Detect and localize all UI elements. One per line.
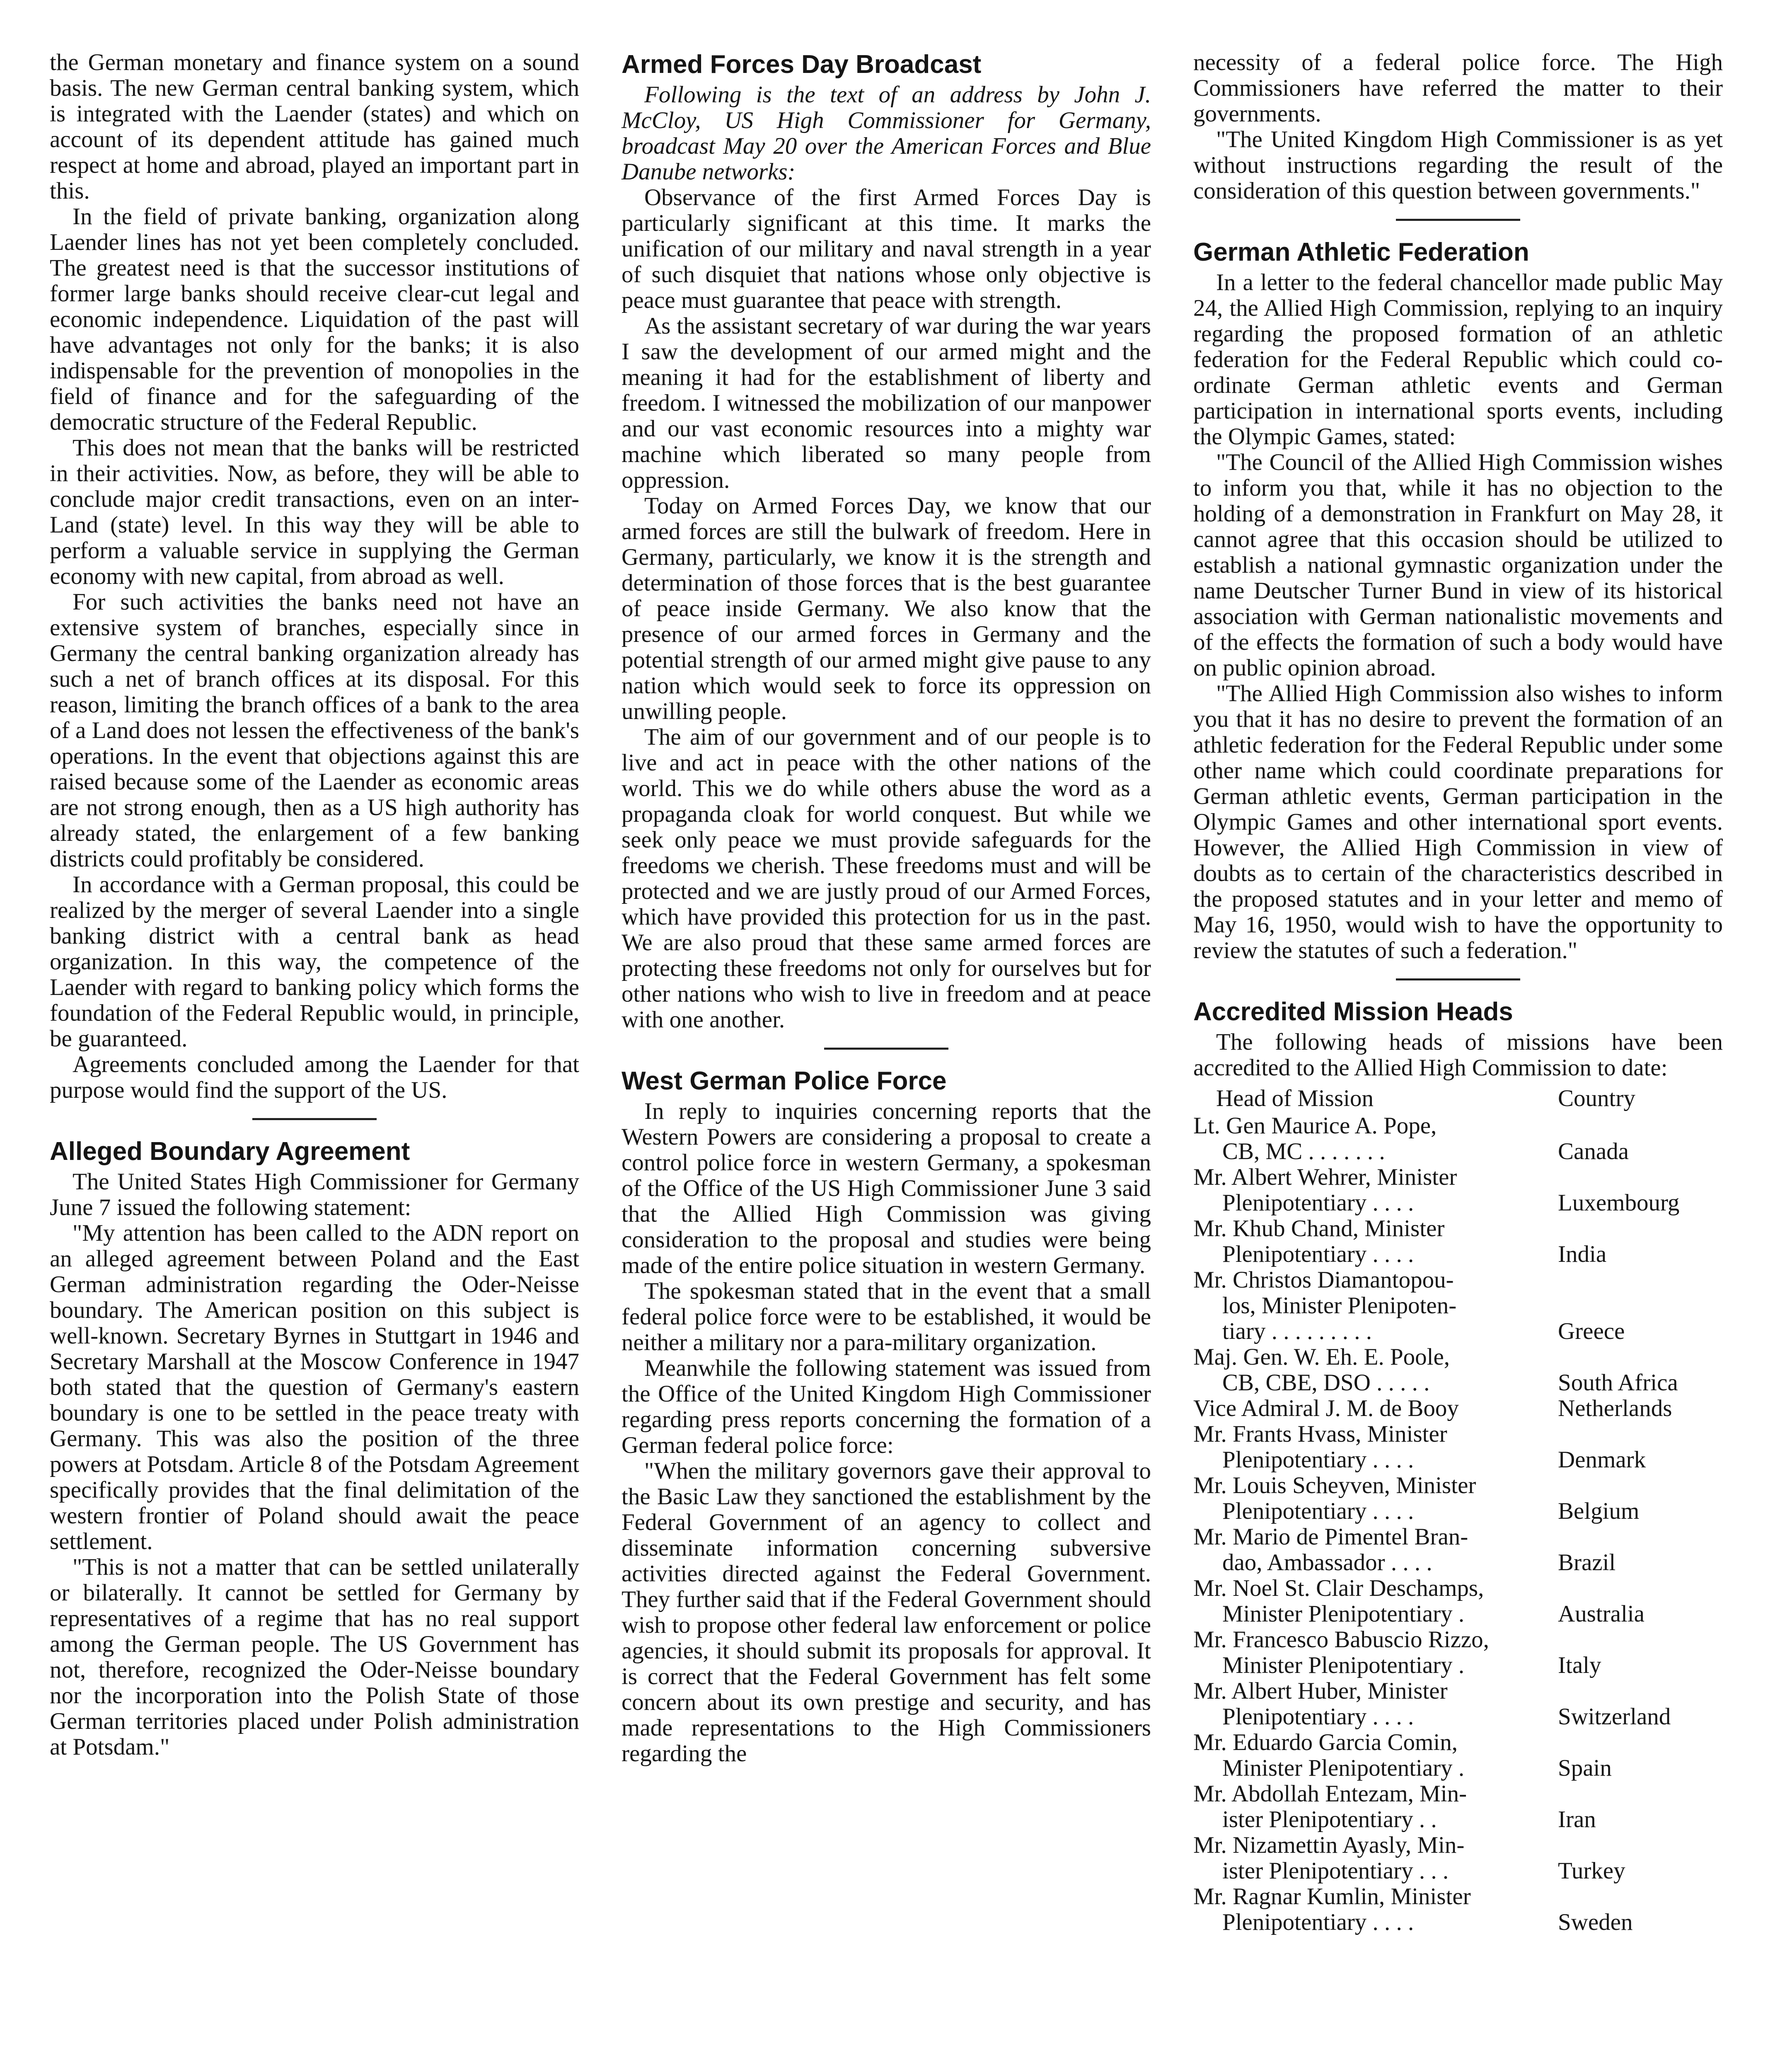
mission-country: Switzerland <box>1558 1704 1671 1730</box>
paragraph: In a letter to the federal chancellor made public May 24, the Allied High Commission, replying to an inquiry regarding the proposed formation of an athletic federation for the Federal Republic which could co-ordinate German athletic events and German participation in international sports events, including the Olympic Games, stated: <box>1193 269 1723 450</box>
mission-head-name <box>1193 1730 1554 1781</box>
table-row <box>1193 1832 1723 1884</box>
paragraph: The spokesman stated that in the event that a small federal police force were to be established, it would be neither a military nor a para-military organization. <box>622 1278 1151 1356</box>
paragraph: "The Council of the Allied High Commission wishes to inform you that, while it has no objection to the holding of a demonstration in Frankfurt on May 28, it cannot agree that this occasion should be utilized to establish a national gymnastic organization under the name Deutscher Turner Bund in view of its historical association with German nationalistic movements and of the effects the formation of such a body would have on public opinion abroad. <box>1193 449 1723 681</box>
table-row <box>1193 1267 1723 1344</box>
mission-country: Brazil <box>1558 1549 1616 1576</box>
paragraph: The following heads of missions have been accredited to the Allied High Commission to date: <box>1193 1029 1723 1081</box>
mission-country: Turkey <box>1558 1858 1625 1884</box>
mission-country: Belgium <box>1558 1498 1640 1524</box>
column-middle <box>622 50 1151 1767</box>
column-left <box>50 50 579 1760</box>
heading-armed-forces-day: Armed Forces Day Broadcast <box>622 50 982 79</box>
table-row <box>1193 1473 1723 1524</box>
mission-head-name <box>1193 1884 1554 1935</box>
mission-head-name <box>1193 1113 1554 1164</box>
paragraph: necessity of a federal police force. The High Commissioners have referred the matter to their governments. <box>1193 49 1723 127</box>
mission-head-line: Minister Plenipotentiary . <box>1222 1755 1465 1781</box>
section-divider <box>824 1048 948 1050</box>
mission-country: Denmark <box>1558 1447 1646 1473</box>
paragraph: Today on Armed Forces Day, we know that our armed forces are still the bulwark of freedom. Here in Germany, particularly, we know it is the strength and determination of those forces that is the best guarantee of peace inside Germany. We also know that the presence of our armed forces in Germany and the potential strength of our armed might give pause to any nation which would seek to force its oppression on unwilling people. <box>622 493 1151 724</box>
mission-head-line: dao, Ambassador . . . . <box>1222 1549 1432 1576</box>
paragraph: "The United Kingdom High Commissioner is as yet without instructions regarding the result of the consideration of this question between governments." <box>1193 126 1723 204</box>
heading-athletic-federation: German Athletic Federation <box>1193 238 1529 266</box>
mission-country: Italy <box>1558 1652 1601 1678</box>
mission-head-line: tiary . . . . . . . . . <box>1222 1318 1372 1344</box>
paragraph: Meanwhile the following statement was issued from the Office of the United Kingdom High Commissioner regarding press reports concerning the formation of a German federal police force: <box>622 1355 1151 1458</box>
mission-head-line: Mr. Eduardo Garcia Comin, <box>1193 1729 1458 1755</box>
mission-head-line: los, Minister Plenipoten- <box>1222 1293 1457 1319</box>
paragraph: the German monetary and finance system on a sound basis. The new German central banking system, which is integrated with the Laender (states) and which on account of its dependent attitude has gained much respect at home and abroad, played an important part in this. <box>50 49 579 204</box>
paragraph: "This is not a matter that can be settled unilaterally or bilaterally. It cannot be settled for Germany by representatives of a regime that has no real support among the German people. The US Government has not, therefore, recognized the Oder-Neisse boundary nor the incorporation into the Polish State of those German territories placed under Polish administration at Potsdam." <box>50 1554 579 1760</box>
heading-boundary-agreement: Alleged Boundary Agreement <box>50 1137 410 1166</box>
mission-country: Australia <box>1558 1601 1645 1627</box>
mission-country: Greece <box>1558 1318 1625 1344</box>
table-row <box>1193 1627 1723 1678</box>
mission-head-line: Minister Plenipotentiary . <box>1222 1652 1465 1678</box>
mission-head-name <box>1193 1344 1554 1396</box>
paragraph: The United States High Commissioner for Germany June 7 issued the following statement: <box>50 1169 579 1220</box>
mission-head-line: Mr. Louis Scheyven, Minister <box>1193 1472 1476 1498</box>
mission-head-line: Mr. Albert Wehrer, Minister <box>1193 1164 1457 1190</box>
mission-head-line: Mr. Abdollah Entezam, Min- <box>1193 1781 1467 1807</box>
mission-head-line: Plenipotentiary . . . . <box>1222 1241 1414 1267</box>
table-row <box>1193 1113 1723 1164</box>
mission-head-line: CB, MC . . . . . . . <box>1222 1138 1385 1164</box>
paragraph: As the assistant secretary of war during the war years I saw the development of our armed might and the meaning it had for the establishment of liberty and freedom. I witnessed the mobilization of our manpower and our vast economic resources into a mighty war machine which liberated so many people from oppression. <box>622 313 1151 493</box>
mission-head-line: Mr. Noel St. Clair Deschamps, <box>1193 1575 1484 1601</box>
heading-mission-heads: Accredited Mission Heads <box>1193 997 1513 1026</box>
mission-head-line: Maj. Gen. W. Eh. E. Poole, <box>1193 1344 1450 1370</box>
column-header-head-of-mission: Head of Mission <box>1216 1085 1374 1111</box>
intro-paragraph: Following is the text of an address by John J. McCloy, US High Commissioner for Germany, broadcast May 20 over the American Forces and Blue Danube networks: <box>622 82 1151 185</box>
mission-head-name <box>1193 1164 1554 1216</box>
paragraph: "When the military governors gave their approval to the Basic Law they sanctioned the establishment by the Federal Government of an agency to collect and disseminate information concerning subversive activities directed against the Federal Government. They further said that if the Federal Government should wish to propose other federal law enforcement or police agencies, it should submit its proposals for approval. It is correct that the Federal Government has felt some concern about its own prestige and security, and has made representations to the High Commissioners regarding the <box>622 1458 1151 1767</box>
mission-head-line: Plenipotentiary . . . . <box>1222 1704 1414 1730</box>
mission-head-line: Mr. Ragnar Kumlin, Minister <box>1193 1883 1471 1910</box>
paragraph: In the field of private banking, organization along Laender lines has not yet been completely concluded. The greatest need is that the successor institutions of former large banks should receive clear-cut legal and economic independence. Liquidation of the past will have advantages not only for the banks; it is also indispensable for the prevention of monopolies in the field of finance and for the safeguarding of the democratic structure of the Federal Republic. <box>50 203 579 435</box>
table-row <box>1193 1164 1723 1216</box>
mission-country: Canada <box>1558 1138 1629 1164</box>
mission-country: Luxembourg <box>1558 1190 1680 1216</box>
mission-head-line: Plenipotentiary . . . . <box>1222 1498 1414 1524</box>
table-row <box>1193 1730 1723 1781</box>
mission-head-line: ister Plenipotentiary . . <box>1222 1806 1437 1832</box>
mission-head-line: Plenipotentiary . . . . <box>1222 1190 1414 1216</box>
mission-country: South Africa <box>1558 1370 1678 1396</box>
paragraph: Agreements concluded among the Laender for that purpose would find the support of the US. <box>50 1051 579 1103</box>
mission-head-line: Lt. Gen Maurice A. Pope, <box>1193 1113 1437 1139</box>
mission-head-line: Mr. Khub Chand, Minister <box>1193 1215 1445 1242</box>
mission-country: Spain <box>1558 1755 1612 1781</box>
mission-head-name <box>1193 1473 1554 1524</box>
column-header-country: Country <box>1558 1085 1635 1111</box>
mission-head-line: Plenipotentiary . . . . <box>1222 1447 1414 1473</box>
missions-table-header <box>1193 1086 1723 1111</box>
paragraph: The aim of our government and of our people is to live and act in peace with the other nations of the world. This we do while others abuse the word as a propaganda cloak for world conquest. But while we seek only peace we must provide safeguards for the freedoms we cherish. These freedoms must and will be protected and we are justly proud of our Armed Forces, which have provided this protection for us in the past. We are also proud that these same armed forces are protecting these freedoms not only for ourselves but for other nations who wish to live in freedom and at peace with one another. <box>622 724 1151 1033</box>
mission-head-name <box>1193 1216 1554 1267</box>
mission-head-name <box>1193 1678 1554 1730</box>
mission-head-name <box>1193 1421 1554 1473</box>
table-row <box>1193 1576 1723 1627</box>
mission-head-name <box>1193 1576 1554 1627</box>
paragraph: For such activities the banks need not have an extensive system of branches, especially since in Germany the central banking organization already has such a net of branch offices at its disposal. For this reason, limiting the branch offices of a bank to the area of a Land does not lessen the effectiveness of the bank's operations. In the event that objections against this are raised because some of the Laender as economic areas are not strong enough, then as a US high authority has already stated, the enlargement of a few banking districts could profitably be considered. <box>50 589 579 872</box>
paragraph: "My attention has been called to the ADN report on an alleged agreement between Poland and the East German administration regarding the Oder-Neisse boundary. The American position on this subject is well-known. Secretary Byrnes in Stuttgart in 1946 and Secretary Marshall at the Moscow Conference in 1947 both stated that the question of Germany's eastern boundary is one to be settled in the peace treaty with Germany. This was also the position of the three powers at Potsdam. Article 8 of the Potsdam Agreement specifically provides that the final delimitation of the western frontier of Poland should await the peace settlement. <box>50 1220 579 1554</box>
table-row <box>1193 1344 1723 1396</box>
mission-head-name <box>1193 1781 1554 1832</box>
mission-head-line: CB, CBE, DSO . . . . . <box>1222 1370 1430 1396</box>
mission-head-line: Mr. Nizamettin Ayasly, Min- <box>1193 1832 1465 1858</box>
mission-head-name <box>1193 1627 1554 1678</box>
table-row <box>1193 1396 1723 1421</box>
table-row <box>1193 1216 1723 1267</box>
mission-head-line: Mr. Frants Hvass, Minister <box>1193 1421 1447 1447</box>
heading-police-force: West German Police Force <box>622 1067 947 1095</box>
mission-head-line: Minister Plenipotentiary . <box>1222 1601 1465 1627</box>
paragraph: This does not mean that the banks will be restricted in their activities. Now, as before, they will be able to conclude major credit transactions, even on an inter-Land (state) level. In this way they will be able to perform a valuable service in supplying the German economy with new capital, from abroad as well. <box>50 435 579 589</box>
mission-head-line: Mr. Mario de Pimentel Bran- <box>1193 1524 1468 1550</box>
section-divider <box>252 1118 377 1120</box>
mission-country: India <box>1558 1241 1607 1267</box>
mission-country: Netherlands <box>1558 1395 1672 1421</box>
paragraph: In accordance with a German proposal, this could be realized by the merger of several Laender into a single banking district with a central bank as head organization. In this way, the competence of the Laender with regard to banking policy which forms the foundation of the Federal Republic would, in principle, be guaranteed. <box>50 871 579 1052</box>
paragraph: In reply to inquiries concerning reports that the Western Powers are considering a proposal to create a control police force in western Germany, a spokesman of the Office of the US High Commissioner June 3 said that the Allied High Commission was giving consideration to the proposal and studies were being made of the entire police situation in western Germany. <box>622 1098 1151 1278</box>
paragraph: "The Allied High Commission also wishes to inform you that it has no desire to prevent the formation of an athletic federation for the Federal Republic under some other name which could coordinate preparations for German athletic events, German participation in the Olympic Games and other international sport events. However, the Allied High Commission in view of doubts as to certain of the characteristics described in the proposed statutes and in your letter and memo of May 16, 1950, would wish to have the opportunity to review the statutes of such a federation." <box>1193 680 1723 963</box>
mission-head-name <box>1193 1267 1554 1344</box>
mission-head-line: ister Plenipotentiary . . . <box>1222 1858 1449 1884</box>
missions-table <box>1193 1086 1723 1935</box>
table-row <box>1193 1884 1723 1935</box>
mission-head-line: Mr. Francesco Babuscio Rizzo, <box>1193 1627 1489 1653</box>
mission-head-name <box>1193 1396 1554 1421</box>
section-divider <box>1396 978 1520 980</box>
mission-head-name <box>1193 1832 1554 1884</box>
mission-head-line: Vice Admiral J. M. de Booy <box>1193 1395 1459 1421</box>
table-row <box>1193 1421 1723 1473</box>
mission-head-line: Mr. Christos Diamantopou- <box>1193 1267 1454 1293</box>
mission-head-name <box>1193 1524 1554 1576</box>
table-row <box>1193 1524 1723 1576</box>
table-row <box>1193 1678 1723 1730</box>
mission-head-line: Plenipotentiary . . . . <box>1222 1909 1414 1935</box>
table-row <box>1193 1781 1723 1832</box>
mission-head-line: Mr. Albert Huber, Minister <box>1193 1678 1448 1704</box>
mission-country: Iran <box>1558 1806 1596 1832</box>
section-divider <box>1396 219 1520 221</box>
paragraph: Observance of the first Armed Forces Day is particularly significant at this time. It marks the unification of our military and naval strength in a year of such disquiet that nations whose only objective is peace must guarantee that peace with strength. <box>622 184 1151 313</box>
mission-country: Sweden <box>1558 1909 1633 1935</box>
column-right <box>1193 50 1723 1935</box>
